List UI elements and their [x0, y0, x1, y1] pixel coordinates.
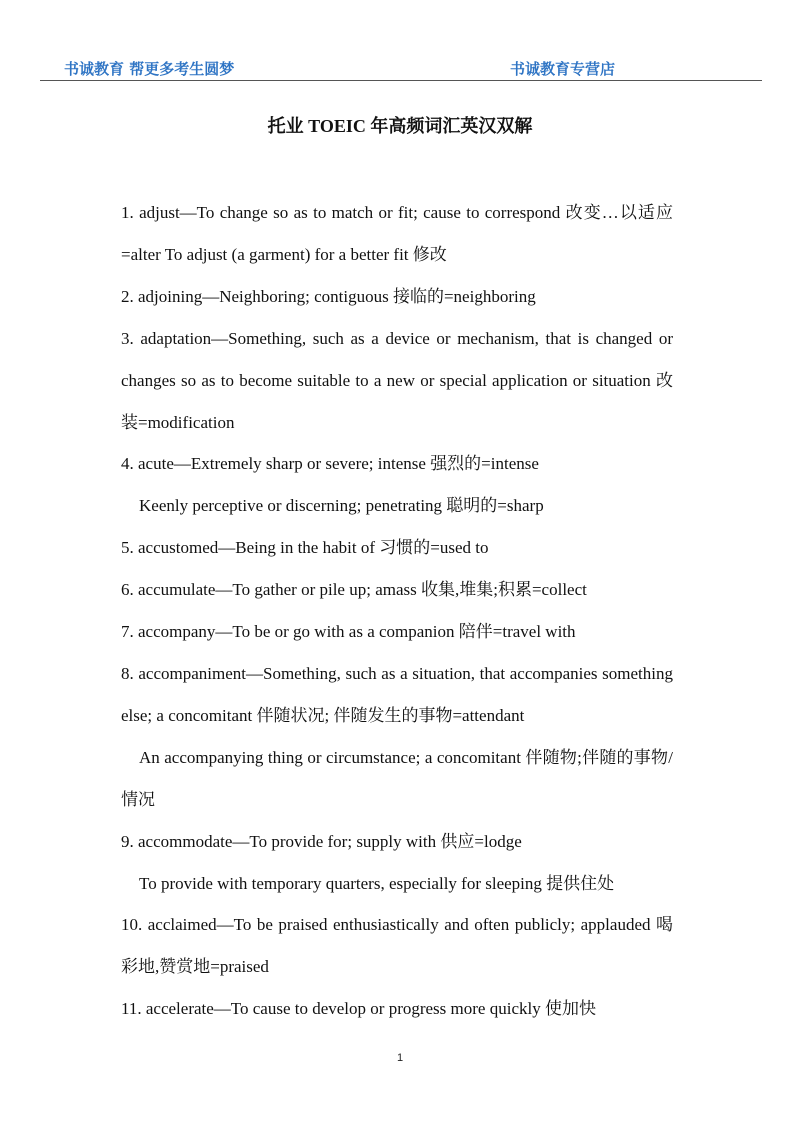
- page-header: [64, 58, 762, 80]
- header-left-text: 书诚教育 帮更多考生圆梦: [64, 60, 235, 78]
- entry-accompaniment: 8. accompaniment—Something, such as a situation, that accompanies something else; a concomitant 伴随状况; 伴随发生的事物=attendant: [121, 663, 673, 725]
- entry-accommodate-sense-2: To provide with temporary quarters, especially for sleeping 提供住处: [139, 873, 615, 893]
- entry-accustomed: 5. accustomed—Being in the habit of 习惯的=used to: [121, 538, 489, 558]
- header-divider: [40, 80, 762, 81]
- page-number: 1: [396, 1052, 404, 1064]
- entry-acute: 4. acute—Extremely sharp or severe; intense 强烈的=intense: [121, 454, 539, 474]
- entry-adaptation: 3. adaptation—Something, such as a device or mechanism, that is changed or changes so as to become suitable to a new or special application or situation 改装=modification: [121, 328, 673, 432]
- header-right-text: 书诚教育专营店: [510, 60, 616, 78]
- entry-adjoining: 2. adjoining—Neighboring; contiguous 接临的=neighboring: [121, 286, 536, 306]
- entry-acute-sense-2: Keenly perceptive or discerning; penetrating 聪明的=sharp: [139, 496, 544, 516]
- entry-adjust: 1. adjust—To change so as to match or fit; cause to correspond 改变…以适应=alter To adjust (a garment) for a better fit 修改: [121, 203, 673, 264]
- entry-accompaniment-sense-2: An accompanying thing or circumstance; a concomitant 伴随物;伴随的事物/情况: [121, 747, 673, 809]
- document-title: 托业 TOEIC 年高频词汇英汉双解: [267, 116, 533, 136]
- entry-acclaimed: 10. acclaimed—To be praised enthusiastically and often publicly; applauded 喝彩地,赞赏地=praised: [121, 915, 673, 977]
- entry-accumulate: 6. accumulate—To gather or pile up; amass 收集,堆集;积累=collect: [121, 580, 587, 600]
- entry-accompany: 7. accompany—To be or go with as a companion 陪伴=travel with: [121, 622, 576, 642]
- entry-accelerate: 11. accelerate—To cause to develop or progress more quickly 使加快: [121, 999, 596, 1019]
- entry-accommodate: 9. accommodate—To provide for; supply with 供应=lodge: [121, 831, 522, 851]
- vocabulary-list: [121, 192, 673, 1030]
